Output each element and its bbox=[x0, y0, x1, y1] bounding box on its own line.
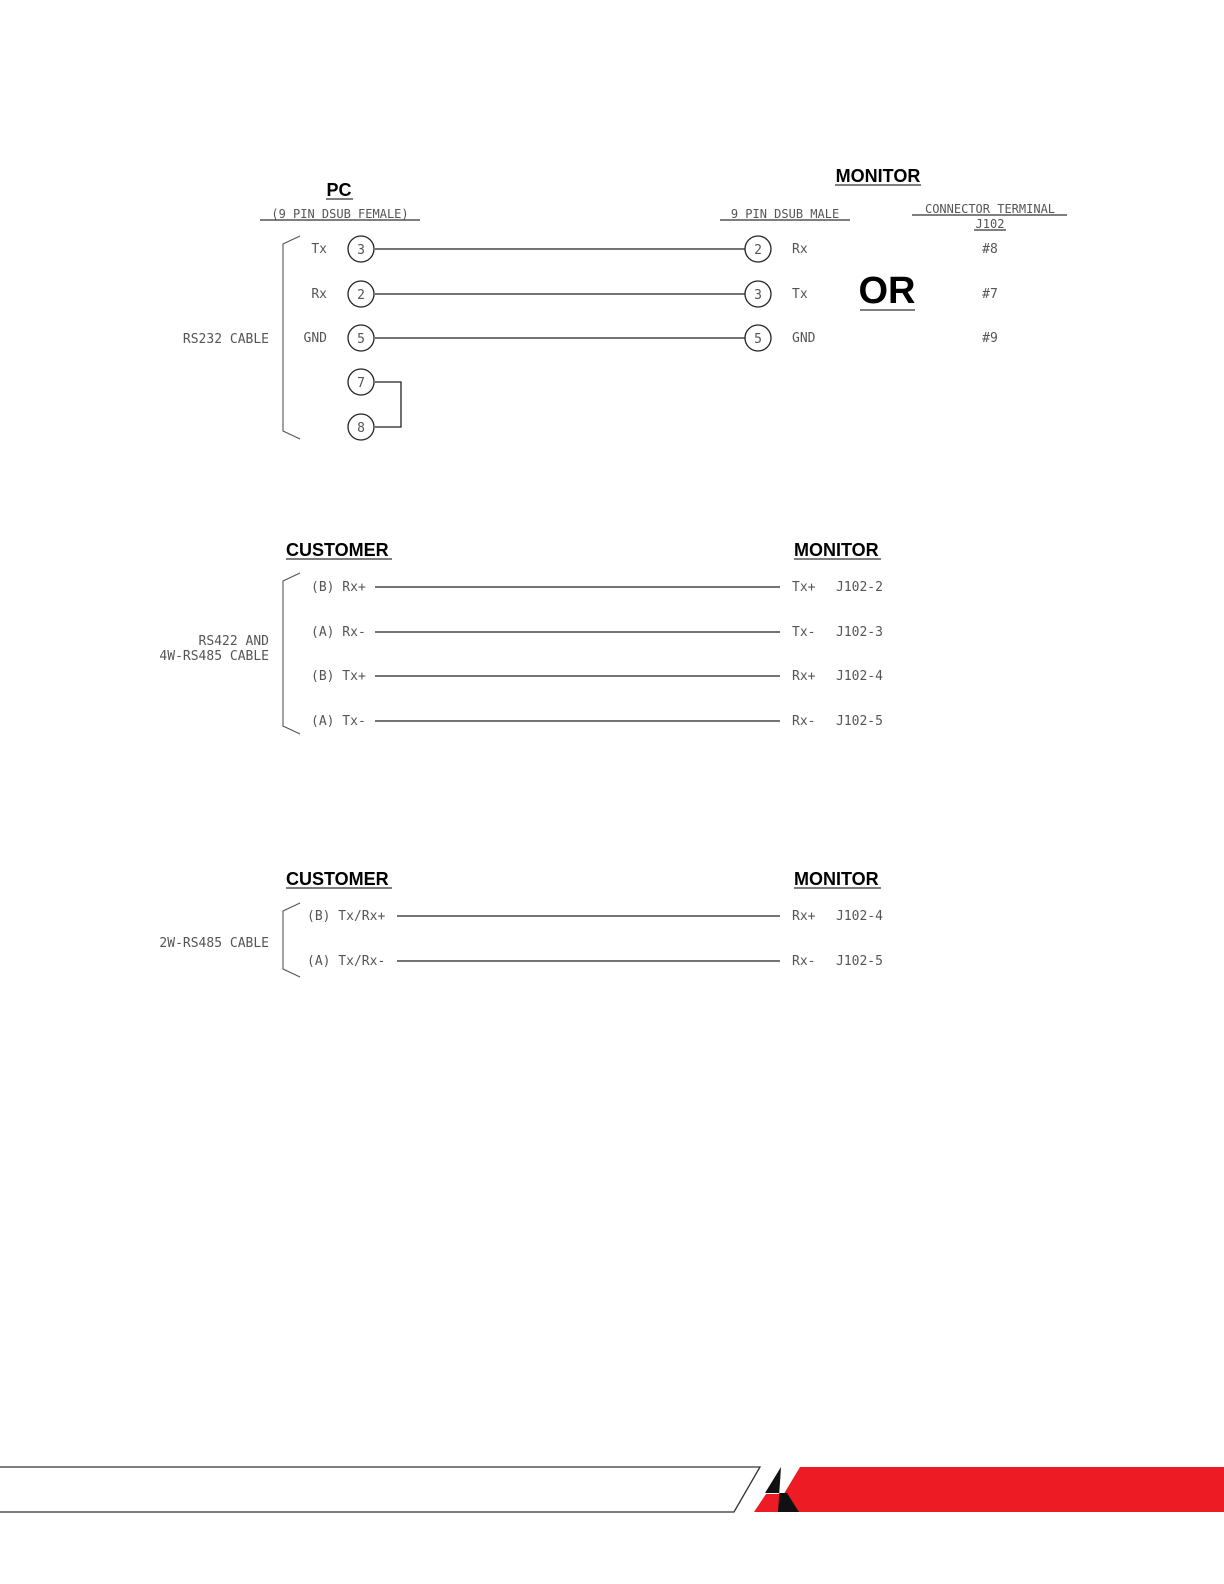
terminal-label: J102-4 bbox=[836, 669, 883, 684]
customer-signal-label: (A) Tx/Rx- bbox=[307, 954, 386, 969]
rs422-customer-title: CUSTOMER bbox=[286, 540, 389, 560]
footer-outline bbox=[0, 1467, 760, 1512]
pc-connector-type: (9 PIN DSUB FEMALE) bbox=[271, 207, 409, 221]
rs232-cable-label: RS232 CABLE bbox=[182, 332, 269, 347]
rs232-row bbox=[311, 236, 997, 262]
monitor-signal-label: Tx- bbox=[792, 625, 816, 640]
rs422-row bbox=[311, 669, 883, 684]
rs232-monitor-title: MONITOR bbox=[835, 166, 921, 186]
pc-pin-number: 7 bbox=[357, 376, 365, 391]
customer-signal-label: (B) Tx+ bbox=[311, 669, 366, 684]
monitor-signal-label: Tx bbox=[792, 287, 808, 302]
pc-signal-label: Tx bbox=[311, 242, 327, 257]
monitor-signal-label: Rx+ bbox=[792, 909, 816, 924]
rs422-diagram bbox=[159, 540, 883, 734]
page-footer bbox=[0, 1467, 1224, 1512]
monitor-signal-label: GND bbox=[792, 331, 816, 346]
rs485-row bbox=[307, 954, 883, 969]
terminal-label: J102-3 bbox=[836, 625, 883, 640]
rs422-cable-bracket bbox=[283, 573, 300, 734]
terminal-number: #9 bbox=[982, 331, 998, 346]
pc-pin-number: 8 bbox=[357, 421, 365, 436]
monitor-signal-label: Tx+ bbox=[792, 580, 816, 595]
pc-signal-label: Rx bbox=[311, 287, 327, 302]
terminal-label: J102-5 bbox=[836, 954, 883, 969]
terminal-label: J102-5 bbox=[836, 714, 883, 729]
rs422-cable-label-line1: RS422 AND bbox=[198, 634, 269, 649]
footer-red-band bbox=[773, 1467, 1224, 1512]
pc-pin-number: 2 bbox=[357, 288, 365, 303]
pc-pin-number: 5 bbox=[357, 332, 365, 347]
rs422-monitor-title: MONITOR bbox=[794, 540, 879, 560]
customer-signal-label: (B) Tx/Rx+ bbox=[307, 909, 386, 924]
monitor-signal-label: Rx+ bbox=[792, 669, 816, 684]
rs485-customer-title: CUSTOMER bbox=[286, 869, 389, 889]
rs232-diagram bbox=[183, 166, 1067, 440]
rs485-2w-diagram bbox=[159, 869, 883, 977]
rs485-row bbox=[307, 909, 883, 924]
monitor-connector-type: 9 PIN DSUB MALE bbox=[730, 207, 840, 221]
rs485-cable-bracket bbox=[283, 903, 300, 977]
pc-pin-number: 3 bbox=[357, 243, 365, 258]
monitor-pin-number: 2 bbox=[754, 243, 762, 258]
or-label: OR bbox=[858, 270, 916, 312]
rs485-monitor-title: MONITOR bbox=[794, 869, 879, 889]
rs422-row bbox=[311, 714, 883, 729]
customer-signal-label: (A) Tx- bbox=[311, 714, 366, 729]
rs232-cable-bracket bbox=[283, 236, 300, 439]
terminal-label: J102-2 bbox=[836, 580, 883, 595]
customer-signal-label: (B) Rx+ bbox=[311, 580, 366, 595]
rs232-row bbox=[304, 325, 998, 351]
monitor-pin-number: 3 bbox=[754, 288, 762, 303]
customer-signal-label: (A) Rx- bbox=[311, 625, 366, 640]
jumper-wire bbox=[375, 382, 401, 427]
terminal-label: J102-4 bbox=[836, 909, 883, 924]
rs232-jumper bbox=[348, 369, 401, 440]
connector-terminal-subtitle: J102 bbox=[975, 217, 1005, 231]
pc-title: PC bbox=[326, 180, 352, 200]
rs485-cable-label: 2W-RS485 CABLE bbox=[159, 936, 269, 951]
terminal-number: #7 bbox=[982, 287, 998, 302]
pc-signal-label: GND bbox=[303, 331, 327, 346]
rs422-row bbox=[311, 625, 883, 640]
monitor-signal-label: Rx- bbox=[792, 714, 816, 729]
monitor-signal-label: Rx bbox=[792, 242, 808, 257]
connector-terminal-title: CONNECTOR TERMINAL bbox=[924, 202, 1056, 216]
rs422-row bbox=[311, 580, 883, 595]
rs422-cable-label-line2: 4W-RS485 CABLE bbox=[159, 649, 269, 664]
terminal-number: #8 bbox=[982, 242, 998, 257]
monitor-pin-number: 5 bbox=[754, 332, 762, 347]
monitor-signal-label: Rx- bbox=[792, 954, 816, 969]
